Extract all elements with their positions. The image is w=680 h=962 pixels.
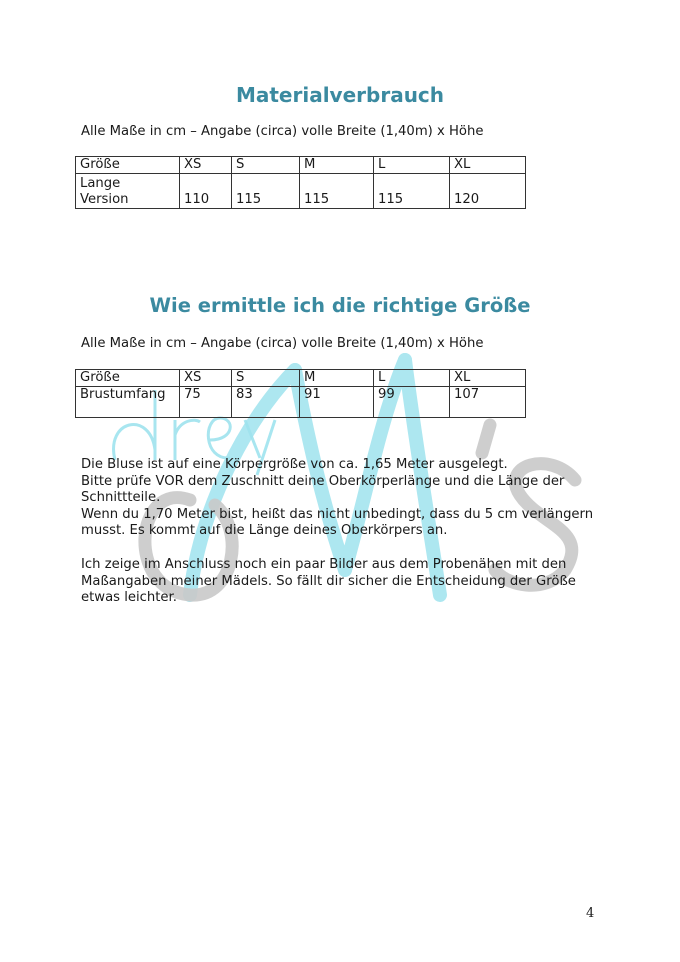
text-line: Schnittteile. (81, 490, 161, 505)
page-number: 4 (586, 906, 595, 921)
paragraph-pictures (81, 557, 601, 607)
material-table (75, 156, 526, 209)
table-cell: 110 (180, 174, 232, 209)
table-cell: XL (450, 370, 526, 387)
table-cell: Größe (76, 157, 180, 174)
table-cell: XS (180, 157, 232, 174)
table-cell: L (374, 157, 450, 174)
table-cell: 91 (300, 387, 374, 418)
paragraph-body-size (81, 457, 601, 540)
table-cell: 120 (450, 174, 526, 209)
text-line: Ich zeige im Anschluss noch ein paar Bilder aus dem Probenähen mit den (81, 557, 567, 572)
table-cell: 75 (180, 387, 232, 418)
text-line: musst. Es kommt auf die Länge deines Oberkörpers an. (81, 523, 448, 538)
table-cell: 83 (232, 387, 300, 418)
table-row-label (76, 174, 180, 209)
table-cell: S (232, 157, 300, 174)
table-cell: 115 (300, 174, 374, 209)
material-note: Alle Maße in cm – Angabe (circa) volle Breite (1,40m) x Höhe (81, 124, 484, 139)
row-label-line: Lange (80, 176, 121, 191)
heading-material: Materialverbrauch (235, 83, 445, 107)
table-cell: S (232, 370, 300, 387)
table-cell: XL (450, 157, 526, 174)
table-row-label: Brustumfang (76, 387, 180, 418)
table-header-row (76, 370, 526, 387)
text-line: Wenn du 1,70 Meter bist, heißt das nicht unbedingt, dass du 5 cm verlängern (81, 506, 594, 522)
table-cell: M (300, 370, 374, 387)
row-label-line: Version (80, 192, 129, 207)
table-cell: M (300, 157, 374, 174)
size-table (75, 369, 526, 418)
table-cell: L (374, 370, 450, 387)
table-cell: Größe (76, 370, 180, 387)
text-line: Die Bluse ist auf eine Körpergröße von ca. 1,65 Meter ausgelegt. (81, 457, 508, 472)
heading-size: Wie ermittle ich die richtige Größe (149, 294, 531, 317)
table-header-row (76, 157, 526, 174)
table-cell: 99 (374, 387, 450, 418)
size-note: Alle Maße in cm – Angabe (circa) volle Breite (1,40m) x Höhe (81, 336, 484, 351)
table-cell: 115 (374, 174, 450, 209)
table-cell: XS (180, 370, 232, 387)
text-line: Bitte prüfe VOR dem Zuschnitt deine Oberkörperlänge und die Länge der (81, 473, 565, 489)
table-row (76, 174, 526, 209)
text-line: Maßangaben meiner Mädels. So fällt dir sicher die Entscheidung der Größe (81, 573, 576, 589)
table-row (76, 387, 526, 418)
table-cell: 115 (232, 174, 300, 209)
table-cell: 107 (450, 387, 526, 418)
text-line: etwas leichter. (81, 590, 177, 605)
